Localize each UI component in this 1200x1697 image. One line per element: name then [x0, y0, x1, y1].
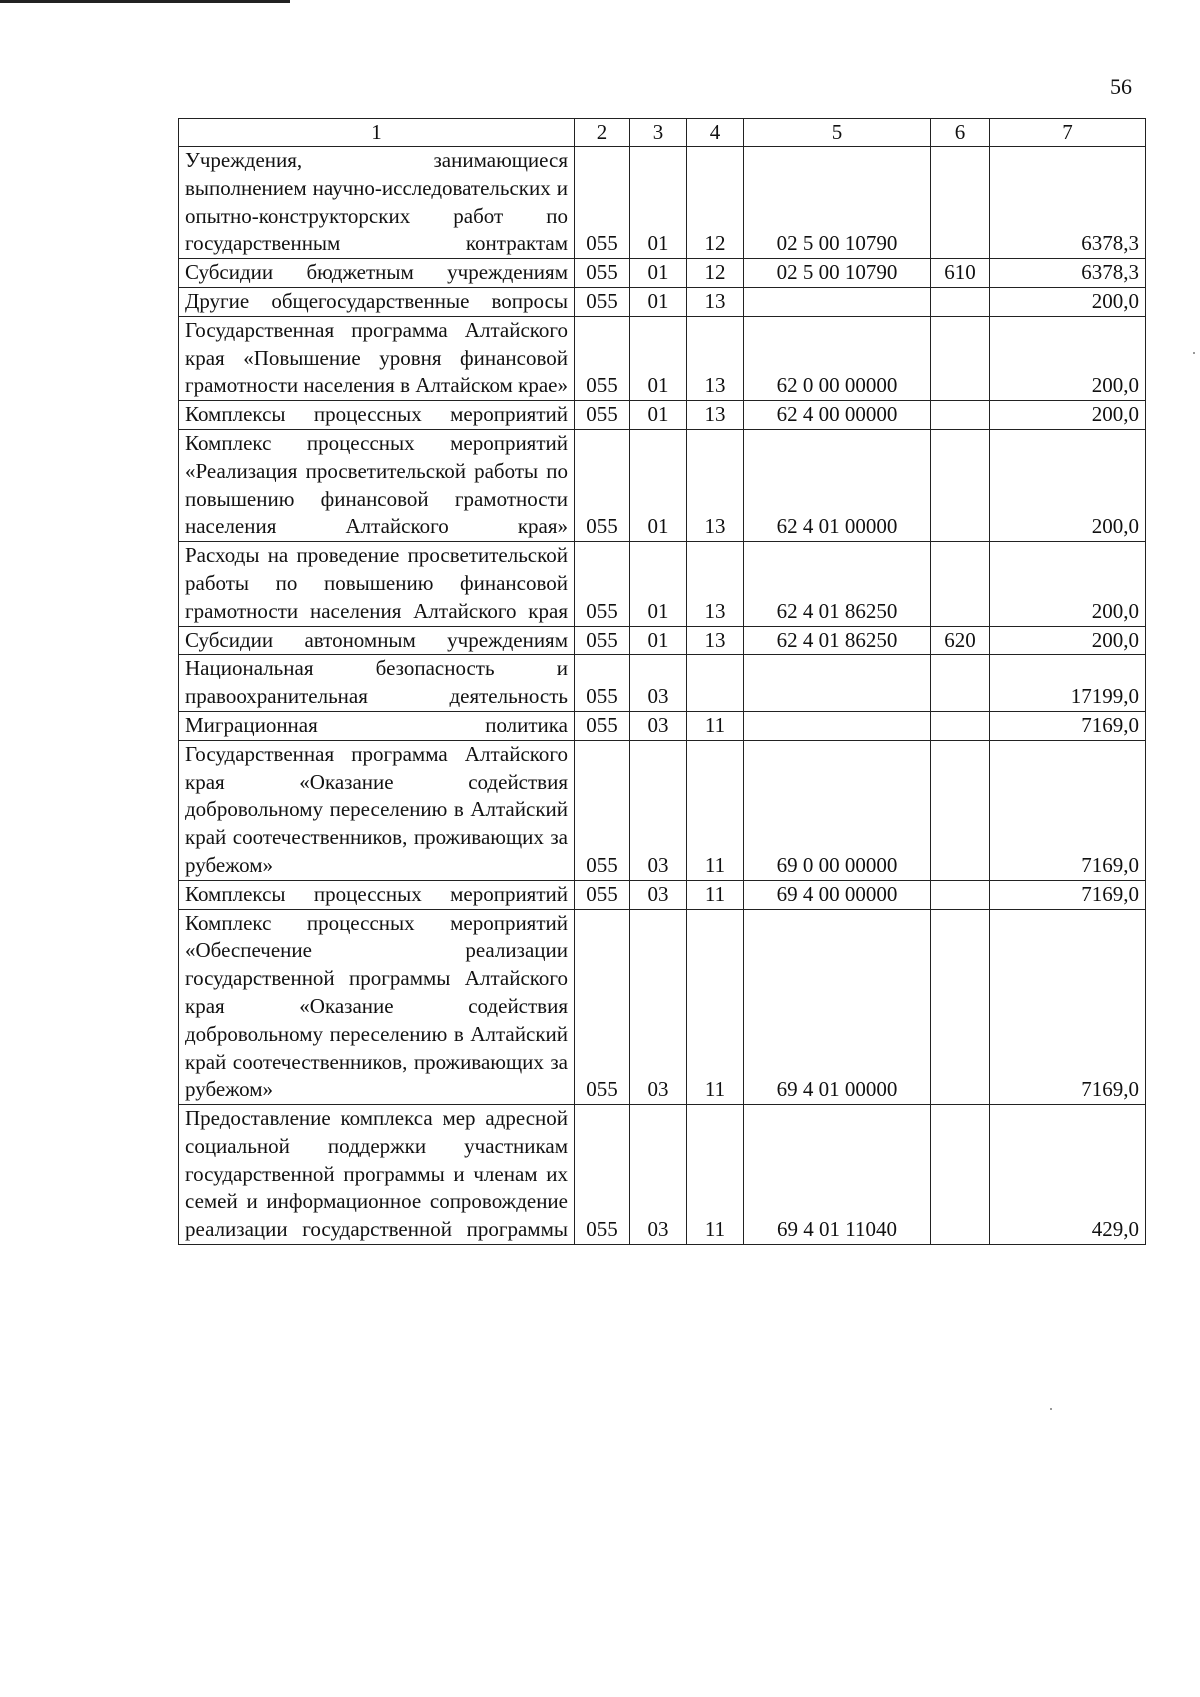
table-row	[179, 147, 1146, 259]
row-name-cell: Государственная программа Алтайского края «Оказание содействия добровольному переселению в Алтайский край соотечественников, проживающих за рубежом»	[179, 740, 575, 880]
table-row	[179, 711, 1146, 740]
row-code-4-cell: 12	[687, 259, 744, 288]
row-code-6-cell	[931, 429, 990, 541]
row-code-3-cell: 03	[630, 740, 687, 880]
row-amount-cell: 200,0	[990, 287, 1146, 316]
budget-table	[178, 118, 1146, 1245]
row-amount-cell: 6378,3	[990, 259, 1146, 288]
row-name-cell: Национальная безопасность и правоохранительная деятельность	[179, 655, 575, 712]
row-code-3-cell: 01	[630, 287, 687, 316]
header-col-5: 5	[744, 119, 931, 147]
table-row	[179, 316, 1146, 400]
row-name-cell: Комплексы процессных мероприятий	[179, 880, 575, 909]
row-code-2-cell: 055	[575, 880, 630, 909]
header-col-1: 1	[179, 119, 575, 147]
row-code-3-cell: 03	[630, 880, 687, 909]
row-amount-cell: 17199,0	[990, 655, 1146, 712]
row-code-6-cell	[931, 1105, 990, 1245]
table-row	[179, 655, 1146, 712]
table-row	[179, 259, 1146, 288]
row-name-cell: Комплекс процессных мероприятий «Реализация просветительской работы по повышению финансовой грамотности населения Алтайского края»	[179, 429, 575, 541]
row-code-4-cell: 13	[687, 542, 744, 626]
row-code-5-cell: 69 4 01 11040	[744, 1105, 931, 1245]
table-row	[179, 740, 1146, 880]
row-code-5-cell: 62 4 01 86250	[744, 626, 931, 655]
row-code-6-cell	[931, 909, 990, 1105]
row-code-2-cell: 055	[575, 1105, 630, 1245]
row-code-6-cell	[931, 711, 990, 740]
row-code-5-cell: 62 0 00 00000	[744, 316, 931, 400]
row-name-cell: Учреждения, занимающиеся выполнением научно-исследовательских и опытно-конструкторских работ по государственным контрактам	[179, 147, 575, 259]
table-row	[179, 429, 1146, 541]
row-amount-cell: 200,0	[990, 626, 1146, 655]
row-code-3-cell: 01	[630, 316, 687, 400]
row-code-2-cell: 055	[575, 542, 630, 626]
table-row	[179, 401, 1146, 430]
row-amount-cell: 200,0	[990, 401, 1146, 430]
row-code-5-cell	[744, 711, 931, 740]
row-amount-cell: 429,0	[990, 1105, 1146, 1245]
row-amount-cell: 7169,0	[990, 880, 1146, 909]
row-code-5-cell: 69 4 00 00000	[744, 880, 931, 909]
table-row	[179, 1105, 1146, 1245]
header-col-6: 6	[931, 119, 990, 147]
page-number: 56	[1110, 74, 1132, 99]
row-code-4-cell	[687, 655, 744, 712]
row-code-2-cell: 055	[575, 316, 630, 400]
row-code-2-cell: 055	[575, 429, 630, 541]
row-code-4-cell: 13	[687, 626, 744, 655]
row-code-2-cell: 055	[575, 655, 630, 712]
row-code-6-cell	[931, 542, 990, 626]
row-code-2-cell: 055	[575, 147, 630, 259]
row-amount-cell: 200,0	[990, 542, 1146, 626]
row-code-4-cell: 11	[687, 880, 744, 909]
scan-speck	[1050, 1408, 1052, 1410]
row-name-cell: Субсидии бюджетным учреждениям	[179, 259, 575, 288]
table-row	[179, 287, 1146, 316]
row-code-3-cell: 01	[630, 259, 687, 288]
row-code-6-cell	[931, 655, 990, 712]
table-row	[179, 626, 1146, 655]
row-code-4-cell: 13	[687, 401, 744, 430]
row-code-3-cell: 01	[630, 401, 687, 430]
row-code-6-cell	[931, 287, 990, 316]
row-name-cell: Субсидии автономным учреждениям	[179, 626, 575, 655]
row-code-5-cell	[744, 655, 931, 712]
row-code-5-cell: 02 5 00 10790	[744, 259, 931, 288]
row-code-5-cell: 02 5 00 10790	[744, 147, 931, 259]
row-code-3-cell: 03	[630, 655, 687, 712]
row-code-6-cell: 620	[931, 626, 990, 655]
row-code-3-cell: 03	[630, 1105, 687, 1245]
header-col-7: 7	[990, 119, 1146, 147]
table-header-row	[179, 119, 1146, 147]
row-amount-cell: 7169,0	[990, 740, 1146, 880]
row-amount-cell: 7169,0	[990, 909, 1146, 1105]
row-code-2-cell: 055	[575, 401, 630, 430]
row-name-cell: Расходы на проведение просветительской работы по повышению финансовой грамотности населения Алтайского края	[179, 542, 575, 626]
row-code-5-cell: 62 4 01 00000	[744, 429, 931, 541]
header-col-4: 4	[687, 119, 744, 147]
row-code-3-cell: 01	[630, 147, 687, 259]
row-code-5-cell: 69 4 01 00000	[744, 909, 931, 1105]
row-code-2-cell: 055	[575, 259, 630, 288]
row-name-cell: Миграционная политика	[179, 711, 575, 740]
row-code-2-cell: 055	[575, 711, 630, 740]
row-code-2-cell: 055	[575, 740, 630, 880]
table-row	[179, 880, 1146, 909]
table-row	[179, 909, 1146, 1105]
row-code-6-cell	[931, 880, 990, 909]
row-code-2-cell: 055	[575, 287, 630, 316]
top-edge-rule	[0, 0, 290, 3]
row-code-5-cell	[744, 287, 931, 316]
row-code-6-cell	[931, 740, 990, 880]
row-name-cell: Предоставление комплекса мер адресной социальной поддержки участникам государственной программы и членам их семей и информационное сопровождение реализации государственной программы	[179, 1105, 575, 1245]
row-code-4-cell: 12	[687, 147, 744, 259]
row-code-6-cell	[931, 401, 990, 430]
row-code-5-cell: 62 4 01 86250	[744, 542, 931, 626]
row-code-4-cell: 11	[687, 909, 744, 1105]
row-name-cell: Государственная программа Алтайского края «Повышение уровня финансовой грамотности населения в Алтайском крае»	[179, 316, 575, 400]
row-code-4-cell: 11	[687, 711, 744, 740]
row-amount-cell: 6378,3	[990, 147, 1146, 259]
row-code-4-cell: 13	[687, 316, 744, 400]
row-amount-cell: 200,0	[990, 429, 1146, 541]
row-code-4-cell: 13	[687, 429, 744, 541]
row-code-3-cell: 01	[630, 542, 687, 626]
row-code-6-cell	[931, 147, 990, 259]
row-code-6-cell	[931, 316, 990, 400]
row-code-3-cell: 03	[630, 711, 687, 740]
row-code-3-cell: 01	[630, 626, 687, 655]
row-code-2-cell: 055	[575, 909, 630, 1105]
row-code-4-cell: 11	[687, 740, 744, 880]
row-code-6-cell: 610	[931, 259, 990, 288]
row-name-cell: Комплексы процессных мероприятий	[179, 401, 575, 430]
row-amount-cell: 200,0	[990, 316, 1146, 400]
scan-speck	[1193, 352, 1195, 354]
row-code-3-cell: 01	[630, 429, 687, 541]
header-col-3: 3	[630, 119, 687, 147]
row-code-4-cell: 13	[687, 287, 744, 316]
row-amount-cell: 7169,0	[990, 711, 1146, 740]
row-name-cell: Другие общегосударственные вопросы	[179, 287, 575, 316]
row-code-5-cell: 69 0 00 00000	[744, 740, 931, 880]
table-row	[179, 542, 1146, 626]
header-col-2: 2	[575, 119, 630, 147]
row-code-3-cell: 03	[630, 909, 687, 1105]
row-code-2-cell: 055	[575, 626, 630, 655]
row-name-cell: Комплекс процессных мероприятий «Обеспечение реализации государственной программы Алтайского края «Оказание содействия добровольному переселению в Алтайский край соотечественников, проживающих за рубежом»	[179, 909, 575, 1105]
row-code-5-cell: 62 4 00 00000	[744, 401, 931, 430]
row-code-4-cell: 11	[687, 1105, 744, 1245]
